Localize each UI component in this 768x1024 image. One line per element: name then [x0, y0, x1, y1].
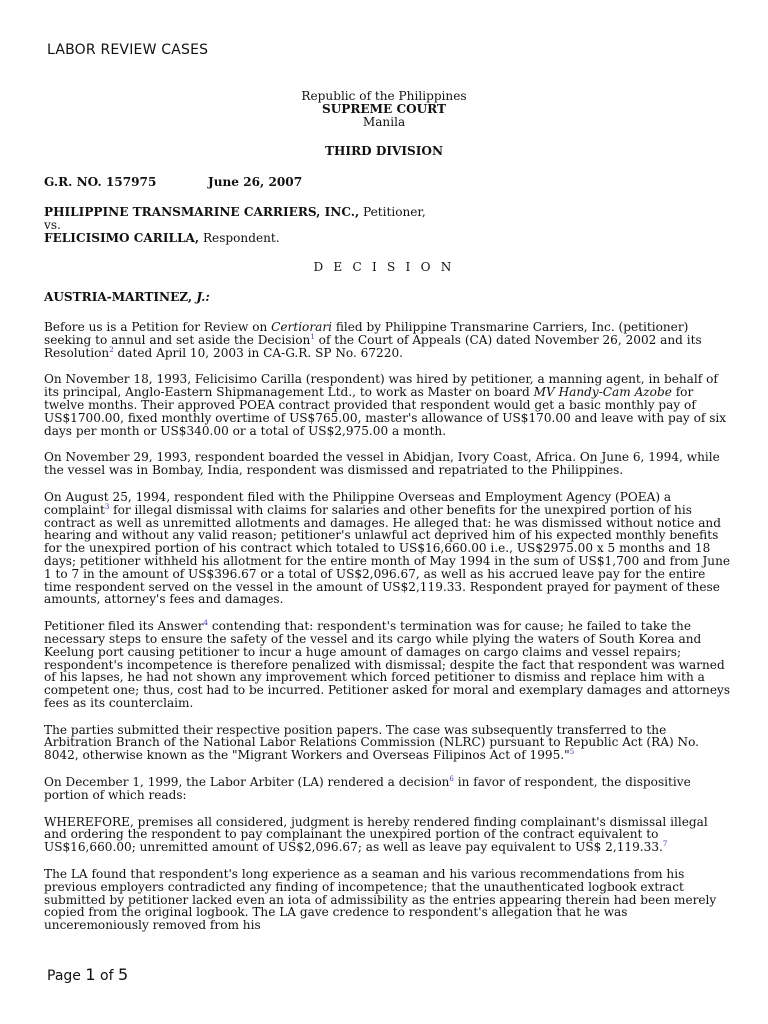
ponente-line	[44, 291, 734, 304]
paragraph-4	[44, 491, 734, 606]
total-pages: 5	[117, 965, 129, 984]
court-city: Manila	[362, 114, 406, 129]
case-date: June 26, 2007	[208, 175, 303, 190]
of-word: of	[100, 968, 114, 984]
decision-title: D E C I S I O N	[313, 260, 455, 275]
petitioner-name: PHILIPPINE TRANSMARINE CARRIERS, INC.,	[44, 204, 360, 219]
page-indicator	[47, 965, 128, 984]
ponente-suffix: J.:	[196, 290, 210, 305]
footnote-link-4[interactable]: 4	[203, 619, 209, 628]
p4-text-b: for illegal dismissal with claims for salaries and other benefits for the unexpired portion of his contract as well as unremitted allotments and damages. He alleged that: he was dismissed without notice and hearing and without any valid reason; petitioner's unlawful act deprived him of his expected monthly benefits for the unexpired portion of his contract which totaled to US$16,660.00 i.e., US$2975.00 x 5 months and 18 days; petitioner withheld his allotment for the entire month of May 1994 in the sum of US$1,700 and from June 1 to 7 in the amount of US$396.67 or a total of US$2,096.67, as well as his accrued leave pay for the entire time respondent served on the vessel in the amount of US$2,119.33. Respondent prayed for payment of these amounts, attorney's fees and damages.	[44, 502, 731, 607]
paragraph-6	[44, 724, 734, 762]
footnote-link-2[interactable]: 2	[109, 345, 114, 354]
p1-text-e: dated April 10, 2003 in CA-G.R. SP No. 67220.	[113, 345, 403, 360]
footnote-link-6[interactable]: 6	[449, 775, 454, 784]
p6-text-a: The parties submitted their respective position papers. The case was subsequently transferred to the Arbitration Branch of the National Labor Relations Commission (NLRC) pursuant to Republic Act (RA) No. 8042, otherwise known as the "Migrant Workers and Overseas Filipinos Act of 1995."	[44, 722, 700, 763]
court-heading	[44, 90, 724, 158]
p1-text-c: filed by Philippine Transmarine Carriers, Inc. (petitioner) seeking to annul and set aside the Decision	[44, 319, 689, 347]
petitioner-line	[44, 206, 734, 219]
respondent-line	[44, 232, 734, 245]
p1-text-d: of the Court of Appeals (CA) dated November 26, 2002 and its Resolution	[44, 332, 702, 360]
paragraph-5	[44, 620, 734, 710]
p4-text-a: On August 25, 1994, respondent filed with the Philippine Overseas and Employment Agency (POEA) a complaint	[44, 489, 672, 517]
p5-text-a: Petitioner filed its Answer	[44, 619, 204, 634]
page-word: Page	[47, 968, 81, 984]
paragraph-7	[44, 776, 734, 802]
gr-number: G.R. NO. 157975	[44, 175, 157, 190]
respondent-role: Respondent.	[199, 230, 280, 245]
paragraph-2	[44, 373, 734, 437]
paragraph-9: The LA found that respondent's long experience as a seaman and his various recommendations from his previous employers contradicted any finding of incompetence; that the unauthenticated logbook extract submitted by petitioner lacked even an iota of admissibility as the entries appearing therein had been merely copied from the original logbook. The LA gave credence to respondent's allegation that he was unceremoniously removed from his	[44, 867, 717, 933]
p1-text-a: Before us is a Petition for Review on	[44, 319, 272, 334]
p5-text-b: contending that: respondent's termination was for cause; he failed to take the necessary steps to ensure the safety of the vessel and its cargo while plying the waters of South Korea and Keelung port causing petitioner to incur a huge amount of damages on cargo claims and vessel repairs; respondent's incompetence is therefore penalized with dismissal; despite the fact that respondent was warned of his lapses, he had not shown any improvement which forced petitioner to dismiss and replace him with a competent one; thus, cost had to be incurred. Petitioner asked for moral and exemplary damages and attorneys fees as its counterclaim.	[44, 619, 731, 710]
document-body	[44, 90, 734, 932]
court-name: SUPREME COURT	[321, 101, 446, 116]
p2-text-c: for twelve months. Their approved POEA contract provided that respondent would get a basic monthly pay of US$1700.00, fixed monthly overtime of US$765.00, master's allowance of US$170.00 and leave with pay of six days per month or US$340.00 or a total of US$2,975.00 a month.	[44, 385, 727, 438]
respondent-name: FELICISIMO CARILLA,	[44, 230, 200, 245]
ponente-name: AUSTRIA-MARTINEZ,	[44, 290, 193, 305]
footnote-link-5[interactable]: 5	[569, 748, 575, 757]
p1-certiorari: Certiorari	[271, 319, 332, 334]
p2-text-a: On November 18, 1993, Felicisimo Carilla (respondent) was hired by petitioner, a manning agent, in behalf of its principal, Anglo-Eastern Shipmanagement Ltd., to work as Master on board	[44, 372, 718, 400]
current-page: 1	[85, 965, 96, 984]
p2-vessel-name: MV Handy-Cam Azobe	[533, 385, 672, 400]
paragraph-1	[44, 321, 734, 359]
paragraph-8-quote	[44, 816, 734, 854]
document-header: LABOR REVIEW CASES	[47, 42, 209, 58]
versus-line: vs.	[44, 217, 61, 232]
p7-text-b: in favor of respondent, the dispositive portion of which reads:	[44, 775, 691, 802]
footnote-link-7[interactable]: 7	[662, 840, 668, 849]
footnote-link-1[interactable]: 1	[310, 332, 315, 341]
paragraph-3: On November 29, 1993, respondent boarded the vessel in Abidjan, Ivory Coast, Africa. On June 6, 1994, while the vessel was in Bombay, India, respondent was dismissed and repatriated to the Philippines.	[44, 450, 720, 478]
division-title: THIRD DIVISION	[325, 144, 443, 159]
case-number-line	[44, 176, 734, 189]
petitioner-role: Petitioner,	[359, 204, 426, 219]
republic-line: Republic of the Philippines	[301, 89, 467, 103]
footnote-link-3[interactable]: 3	[104, 502, 110, 511]
p8-text-a: WHEREFORE, premises all considered, judgment is hereby rendered finding complainant's dismissal illegal and ordering the respondent to pay complainant the unexpired portion of the contract equivalent to US$16,660.00; unremitted amount of US$2,096.67; as well as leave pay equivalent to US$ 2,119.33.	[44, 814, 708, 855]
p7-text-a: On December 1, 1999, the Labor Arbiter (LA) rendered a decision	[44, 775, 450, 790]
